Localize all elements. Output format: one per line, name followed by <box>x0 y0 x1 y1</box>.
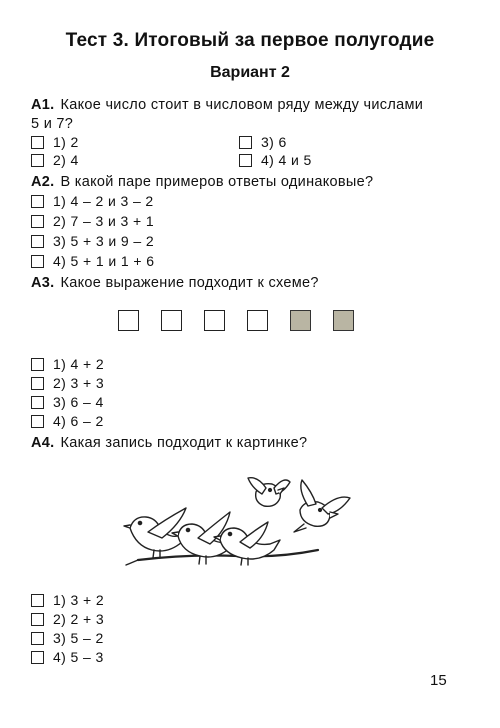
checkbox[interactable] <box>31 235 44 248</box>
question-text: Какое число стоит в числовом ряду между числами <box>60 97 424 113</box>
scheme-square-filled <box>290 310 311 331</box>
checkbox[interactable] <box>31 255 44 268</box>
answer-option[interactable]: 2) 7 – 3 и 3 + 1 <box>31 213 154 229</box>
question-a1 <box>31 96 476 134</box>
birds-illustration <box>118 470 368 580</box>
answer-option[interactable]: 4) 6 – 2 <box>31 413 104 429</box>
question-a3 <box>31 274 319 293</box>
checkbox[interactable] <box>239 136 252 149</box>
page-number: 15 <box>430 672 447 689</box>
answer-option[interactable]: 4) 5 – 3 <box>31 649 104 665</box>
checkbox[interactable] <box>31 136 44 149</box>
variant-heading: Вариант 2 <box>210 64 290 81</box>
answer-option[interactable]: 1) 2 <box>31 134 79 150</box>
checkbox[interactable] <box>31 154 44 167</box>
answer-option[interactable]: 3) 6 – 4 <box>31 394 104 410</box>
question-number: А3. <box>31 275 55 291</box>
checkbox[interactable] <box>31 215 44 228</box>
question-text-cont: 5 и 7? <box>31 116 74 132</box>
checkbox[interactable] <box>31 358 44 371</box>
scheme-square-empty <box>118 310 139 331</box>
answer-option[interactable]: 4) 4 и 5 <box>239 152 312 168</box>
scheme-square-empty <box>161 310 182 331</box>
checkbox[interactable] <box>31 377 44 390</box>
checkbox[interactable] <box>31 195 44 208</box>
answer-option[interactable]: 4) 5 + 1 и 1 + 6 <box>31 253 154 269</box>
question-a4 <box>31 434 307 453</box>
checkbox[interactable] <box>31 632 44 645</box>
scheme-square-filled <box>333 310 354 331</box>
question-text: Какое выражение подходит к схеме? <box>60 275 319 291</box>
answer-option[interactable]: 1) 3 + 2 <box>31 592 104 608</box>
answer-option[interactable]: 2) 4 <box>31 152 79 168</box>
question-number: А2. <box>31 174 55 190</box>
bird-flying <box>248 478 290 507</box>
answer-option[interactable]: 3) 5 – 2 <box>31 630 104 646</box>
scheme-square-empty <box>247 310 268 331</box>
question-text: Какая запись подходит к картинке? <box>60 435 308 451</box>
answer-option[interactable]: 2) 3 + 3 <box>31 375 104 391</box>
answer-option[interactable]: 1) 4 – 2 и 3 – 2 <box>31 193 154 209</box>
bird-flying <box>294 480 350 532</box>
checkbox[interactable] <box>31 396 44 409</box>
answer-option[interactable]: 2) 2 + 3 <box>31 611 104 627</box>
answer-option[interactable]: 3) 5 + 3 и 9 – 2 <box>31 233 154 249</box>
question-a2 <box>31 173 373 192</box>
question-text: В какой паре примеров ответы одинаковые? <box>60 174 374 190</box>
question-number: А1. <box>31 97 55 113</box>
question-number: А4. <box>31 435 55 451</box>
checkbox[interactable] <box>31 415 44 428</box>
checkbox[interactable] <box>239 154 252 167</box>
scheme-square-empty <box>204 310 225 331</box>
answer-option[interactable]: 1) 4 + 2 <box>31 356 104 372</box>
checkbox[interactable] <box>31 613 44 626</box>
page-title: Тест 3. Итоговый за первое полугодие <box>65 30 435 51</box>
checkbox[interactable] <box>31 651 44 664</box>
checkbox[interactable] <box>31 594 44 607</box>
answer-option[interactable]: 3) 6 <box>239 134 287 150</box>
